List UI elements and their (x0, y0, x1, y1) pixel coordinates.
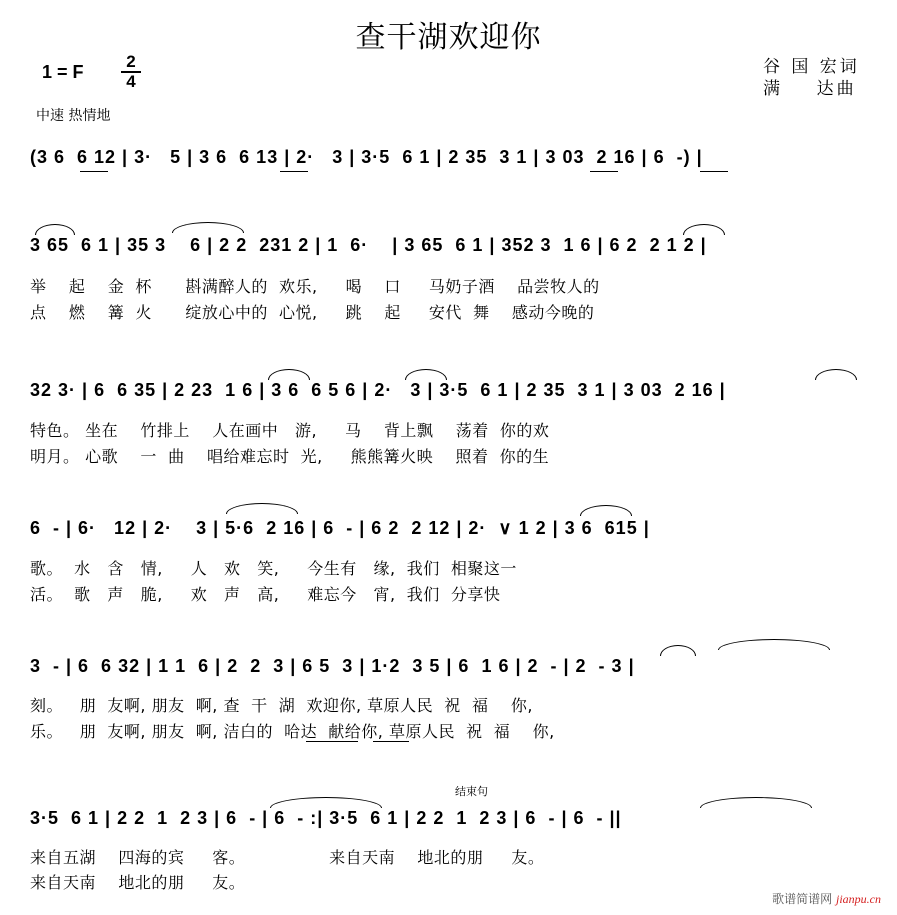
watermark-domain: jianpu.cn (836, 892, 881, 906)
lyric-verse-1: 举 起 金 杯 斟满醉人的 欢乐, 喝 口 马奶子酒 品尝牧人的 (30, 277, 600, 296)
underline (80, 171, 108, 172)
notation-line: 3·5 6 1 | 2 2 1 2 3 | 6 - | 6 - :| 3·5 6 1 | 2 2 1 2 3 | 6 - | 6 - || (30, 808, 622, 828)
underline (280, 171, 308, 172)
lyric-verse-2: 活。 歌 声 脆, 欢 声 高, 难忘今 宵, 我们 分享快 (30, 585, 501, 604)
lyric-verse-2: 乐。 朋 友啊, 朋友 啊, 洁白的 哈达 献给你, 草原人民 祝 福 你, (30, 722, 555, 741)
lyricist-credit: 谷 国 宏词 (763, 57, 860, 77)
notation-line: 32 3· | 6 6 35 | 2 23 1 6 | 3 6 6 5 6 | 2· 3 | 3·5 6 1 | 2 35 3 1 | 3 03 2 16 | (30, 380, 726, 400)
composer-credit: 满 达曲 (763, 79, 857, 99)
lyric-verse-1: 来自五湖 四海的宾 客。 来自天南 地北的朋 友。 (30, 848, 545, 867)
lyric-verse-2: 明月。 心歌 一 曲 唱给难忘时 光, 熊熊篝火映 照着 你的生 (30, 447, 550, 466)
underline (700, 171, 728, 172)
key-signature: 1 = F (42, 62, 84, 82)
staff-row-1 (0, 144, 897, 194)
notation-line: 3 - | 6 6 32 | 1 1 6 | 2 2 3 | 6 5 3 | 1·2 3 5 | 6 1 6 | 2 - | 2 - 3 | (30, 656, 635, 676)
lyric-verse-2: 来自天南 地北的朋 友。 (30, 873, 246, 892)
meter-top: 2 (126, 52, 136, 71)
lyric-verse-1: 歌。 水 含 情, 人 欢 笑, 今生有 缘, 我们 相聚这一 (30, 559, 517, 578)
lyric-verse-2: 点 燃 篝 火 绽放心中的 心悦, 跳 起 安代 舞 感动今晚的 (30, 303, 595, 322)
lyric-verse-1: 特色。 坐在 竹排上 人在画中 游, 马 背上飘 荡着 你的欢 (30, 421, 550, 440)
notation-line: 6 - | 6· 12 | 2· 3 | 5·6 2 16 | 6 - | 6 2 2 12 | 2· ∨ 1 2 | 3 6 615 | (30, 518, 650, 538)
meter-bottom: 4 (126, 72, 136, 91)
notation-line: (3 6 6 12 | 3· 5 | 3 6 6 13 | 2· 3 | 3·5 6 1 | 2 35 3 1 | 3 03 2 16 | 6 -) | (30, 147, 703, 167)
lyric-underline (373, 741, 409, 742)
site-watermark (772, 890, 881, 907)
slur (226, 503, 298, 514)
time-signature (121, 54, 141, 90)
ending-phrase-label: 结束句 (455, 785, 488, 798)
song-title: 查干湖欢迎你 (355, 20, 542, 55)
lyric-verse-1: 刻。 朋 友啊, 朋友 啊, 查 干 湖 欢迎你, 草原人民 祝 福 你, (30, 696, 533, 715)
lyric-underline (306, 741, 358, 742)
slur (718, 639, 830, 650)
tempo-marking: 中速 热情地 (36, 108, 111, 124)
watermark-site: 歌谱简谱网 (772, 892, 833, 906)
underline (590, 171, 618, 172)
notation-line: 3 65 6 1 | 35 3 6 | 2 2 231 2 | 1 6· | 3 65 6 1 | 352 3 1 6 | 6 2 2 1 2 | (30, 235, 707, 255)
